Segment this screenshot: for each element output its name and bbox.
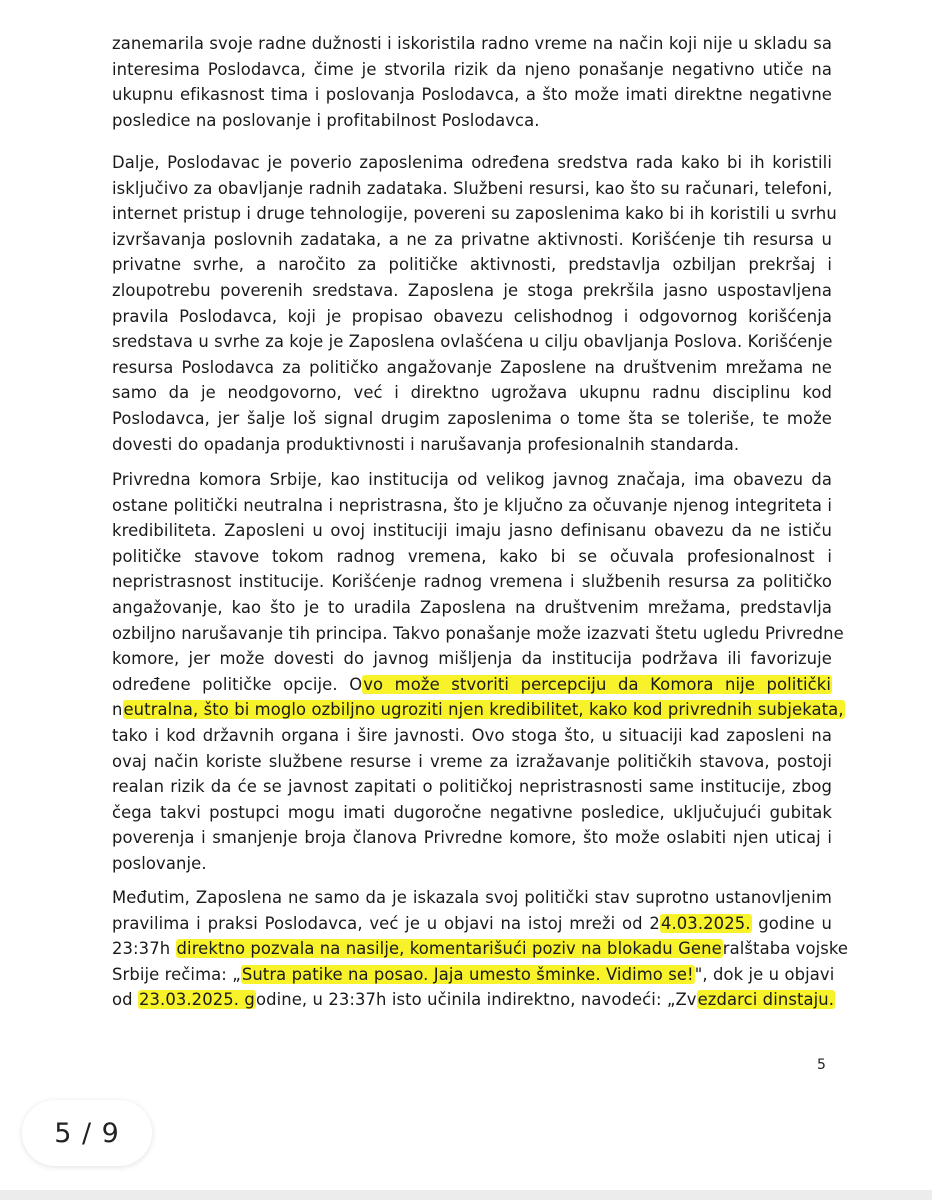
text-line — [112, 150, 832, 176]
text-line — [112, 31, 832, 57]
text-line — [112, 493, 832, 519]
text-line — [112, 800, 832, 826]
text-segment: pravila Poslodavca, koji je propisao obavezu celishodnog i odgovornog korišćenja — [112, 306, 832, 326]
text-line — [112, 544, 832, 570]
text-segment: političke stavove tokom radnog vremena, kako bi se očuvala profesionalnost i — [112, 546, 832, 566]
text-segment: Srbije rečima: „ — [112, 964, 241, 984]
text-segment: ", dok je u objavi — [694, 964, 835, 984]
text-segment: nepristrasnost institucije. Korišćenje radnog vremena i službenih resursa za političko — [112, 572, 832, 592]
text-segment: kredibiliteta. Zaposleni u ovoj instituciji imaju jasno definisanu obavezu da ne ističu — [112, 521, 832, 541]
text-segment: od — [112, 990, 138, 1010]
highlighted-text: eutralna, što bi moglo ozbiljno ugroziti njen kredibilitet, kako kod privrednih subjekata, — [123, 700, 844, 720]
text-segment: određene političke opcije. O — [112, 674, 363, 694]
bottom-bar — [0, 1190, 932, 1200]
text-segment: realan rizik da će se javnost zapitati o političkoj nepristrasnosti same institucije, zbog — [112, 777, 832, 797]
text-line — [112, 467, 832, 493]
text-line — [112, 227, 832, 253]
text-line — [112, 82, 832, 108]
text-line — [112, 962, 835, 988]
paragraph-2 — [112, 150, 837, 457]
text-line — [112, 885, 832, 911]
text-segment: pravilima i praksi Poslodavca, već je u objavi na istoj mreži od 2 — [112, 913, 660, 933]
text-segment: Međutim, Zaposlena ne samo da je iskazala svoj politički stav suprotno ustanovljenim — [112, 888, 832, 907]
text-line — [112, 851, 832, 877]
text-segment: n — [112, 700, 123, 720]
text-line — [112, 518, 832, 544]
page-number: 5 — [817, 1057, 826, 1073]
text-segment: zloupotrebu poverenih sredstava. Zaposlena je stoga prekršila jasno uspostavljena — [112, 280, 832, 300]
text-segment: privatne svrhe, a naročito za političke aktivnosti, predstavlja ozbiljan prekršaj i — [112, 255, 832, 275]
text-segment: odine, u 23:37h isto učinila indirektno, navodeći: „Zv — [255, 990, 697, 1010]
text-line — [112, 646, 832, 672]
text-segment: godine u — [751, 913, 832, 933]
highlighted-text: Sutra patike na posao. Jaja umesto šminke. Vidimo se! — [241, 964, 694, 984]
text-segment: zanemarila svoje radne dužnosti i iskoristila radno vreme na način koji nije u skladu sa — [112, 34, 832, 53]
text-line — [112, 252, 832, 278]
page-counter-label: 5 / 9 — [54, 1117, 120, 1149]
text-segment: resursa Poslodavca za političko angažovanje Zaposlene na društvenim mrežama ne — [112, 357, 832, 377]
highlighted-text: 23.03.2025. g — [138, 990, 255, 1010]
text-segment: samo da je neodgovorno, već i direktno ugrožava ukupnu radnu disciplinu kod — [112, 383, 832, 403]
text-line — [112, 936, 849, 962]
text-line — [112, 595, 832, 621]
highlighted-text: 4.03.2025. — [660, 913, 751, 933]
text-segment: Poslodavca, jer šalje loš signal drugim zaposlenima o tome šta se toleriše, te može — [112, 408, 832, 428]
text-segment: sredstava u svrhe za koje je Zaposlena ovlašćena u cilju obavljanja Poslova. Korišćenje — [112, 332, 833, 352]
text-line — [112, 697, 844, 723]
text-segment: isključivo za obavljanje radnih zadataka. Službeni resursi, kao što su računari, telefoni, — [112, 178, 833, 198]
text-line — [112, 987, 835, 1013]
text-segment: ostane politički neutralna i nepristrasna, što je ključno za očuvanje njenog integriteta i — [112, 495, 832, 515]
text-segment: poverenja i smanjenje broja članova Privredne komore, što može oslabiti njen uticaj i — [112, 828, 832, 848]
highlighted-text: vo može stvoriti percepciju da Komora nije politički — [363, 674, 832, 694]
text-segment: Dalje, Poslodavac je poverio zaposlenima određena sredstva rada kako bi ih koristili — [112, 153, 832, 172]
text-line — [112, 406, 832, 432]
text-line — [112, 176, 832, 202]
text-segment: angažovanje, kao što je to uradila Zaposlena na društvenim mrežama, predstavlja — [112, 597, 832, 617]
text-segment: poslovanje. — [112, 853, 207, 873]
text-line — [112, 723, 832, 749]
text-segment: ukupnu efikasnost tima i poslovanja Poslodavca, a što može imati direktne negativne — [112, 85, 832, 105]
text-line — [112, 355, 832, 381]
text-segment: internet pristup i druge tehnologije, povereni su zaposlenima kako bi ih koristili u svrhu — [112, 204, 837, 224]
text-line — [112, 749, 832, 775]
text-segment: tako i kod državnih organa i šire javnosti. Ovo stoga što, u situaciji kad zaposleni na — [112, 725, 832, 745]
text-line — [112, 432, 832, 458]
text-segment: ozbiljno narušavanje tih principa. Takvo ponašanje može izazvati štetu ugledu Privredne — [112, 623, 844, 643]
text-segment: komore, jer može dovesti do javnog mišljenja da institucija podržava ili favorizuje — [112, 649, 832, 669]
text-segment: interesima Poslodavca, čime je stvorila rizik da njeno ponašanje negativno utiče na — [112, 59, 832, 79]
paragraph-4 — [112, 885, 849, 1013]
text-segment: ovaj način koriste službene resurse i vreme za izražavanje političkih stavova, postoji — [112, 751, 832, 771]
text-segment: ralštaba vojske — [722, 939, 849, 959]
text-line — [112, 278, 832, 304]
page-counter-pill — [22, 1100, 152, 1166]
text-line — [112, 304, 832, 330]
text-line — [112, 329, 832, 355]
paragraph-3 — [112, 467, 844, 877]
text-line — [112, 672, 832, 698]
text-line — [112, 569, 832, 595]
text-segment: posledice na poslovanje i profitabilnost Poslodavca. — [112, 110, 540, 130]
text-line — [112, 774, 832, 800]
highlighted-text: direktno pozvala na nasilje, komentarišući poziv na blokadu Gene — [176, 939, 722, 959]
text-segment: čega takvi postupci mogu imati dugoročne negativne posledice, uključujući gubitak — [112, 802, 832, 822]
text-line — [112, 57, 832, 83]
text-line — [112, 911, 832, 937]
text-segment: 23:37h — [112, 939, 176, 959]
paragraph-1 — [112, 31, 832, 133]
text-line — [112, 108, 832, 134]
text-line — [112, 825, 832, 851]
text-segment: Privredna komora Srbije, kao institucija od velikog javnog značaja, ima obavezu da — [112, 470, 832, 489]
text-line — [112, 201, 837, 227]
text-line — [112, 621, 844, 647]
highlighted-text: ezdarci dinstaju. — [697, 990, 835, 1010]
text-segment: dovesti do opadanja produktivnosti i narušavanja profesionalnih standarda. — [112, 434, 740, 454]
text-line — [112, 380, 832, 406]
text-segment: izvršavanja poslovnih zadataka, a ne za privatne aktivnosti. Korišćenje tih resursa u — [112, 229, 832, 249]
